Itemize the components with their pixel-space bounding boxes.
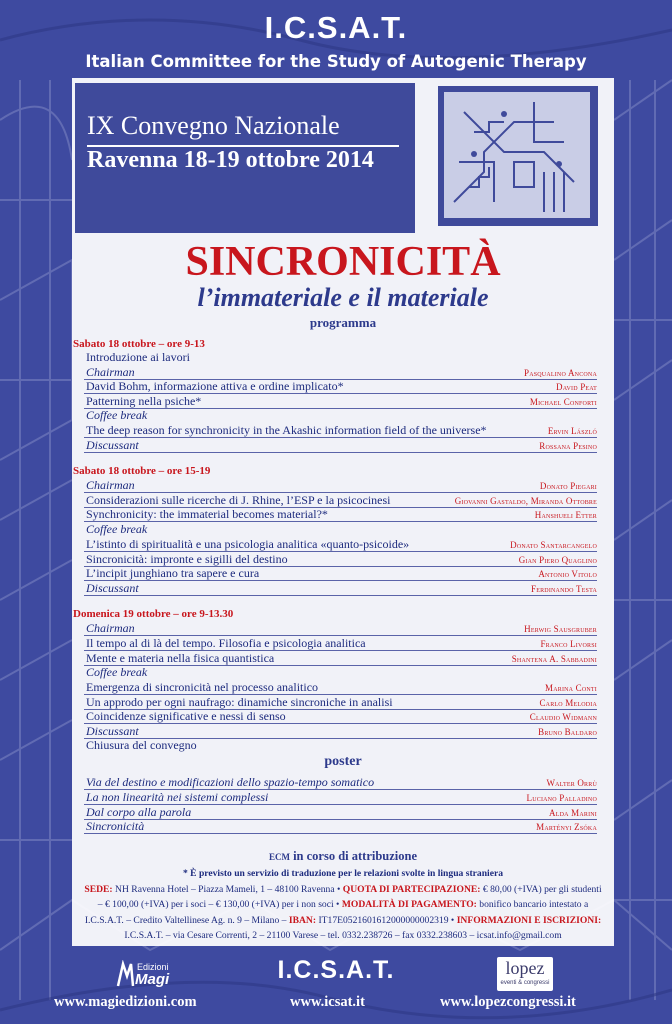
- program-row: [84, 651, 597, 666]
- row-speaker: Gian Piero Quaglino: [518, 555, 597, 565]
- program-row: [84, 552, 597, 567]
- session-3-heading: Domenica 19 ottobre – ore 9-13.30: [73, 608, 234, 620]
- row-title: Chairman: [86, 478, 135, 492]
- program-row: [84, 365, 597, 380]
- magi-logo-small: Edizioni: [137, 962, 169, 972]
- row-title: The deep reason for synchronicity in the Akashic information field of the universe*: [86, 423, 487, 437]
- ecm-label: ECM: [268, 852, 290, 862]
- row-speaker: Antonio Vitolo: [538, 569, 597, 579]
- row-speaker: Marina Conti: [545, 683, 597, 693]
- row-speaker: Ervin László: [547, 426, 597, 436]
- magi-logo-name: Magi: [135, 971, 170, 988]
- quota-text: € 80,00 (+IVA) per gli studenti – € 100,00 (+IVA) per i soci – € 130,00 (+IVA) per i non soci •: [97, 883, 602, 910]
- row-speaker: Bruno Baldaro: [538, 727, 597, 737]
- row-title: Discussant: [86, 438, 139, 452]
- row-title: Sincronicità: impronte e sigilli del destino: [86, 552, 288, 566]
- footer-brand: I.C.S.A.T.: [277, 956, 395, 984]
- program-row: [84, 709, 597, 724]
- row-speaker: Martényi Zsóka: [536, 822, 597, 832]
- program-row: [84, 350, 597, 364]
- pagamento-text: bonifico bancario intestato a I.C.S.A.T. – Credito Valtellinese Ag. n. 9 – Milano –: [84, 899, 589, 926]
- row-speaker: Franco Livorsi: [540, 639, 597, 649]
- row-speaker: Giovanni Gastaldo, Miranda Ottobre: [454, 496, 597, 506]
- row-title: Patterning nella psiche*: [86, 394, 202, 408]
- row-title: Synchronicity: the immaterial becomes material?*: [86, 507, 328, 521]
- row-speaker: Luciano Palladino: [526, 793, 597, 803]
- row-title: Il tempo al di là del tempo. Filosofia e psicologia analitica: [86, 636, 366, 650]
- subtitle: l’immateriale e il materiale: [197, 283, 489, 312]
- poster-row: [84, 775, 597, 790]
- row-title: L’incipit junghiano tra sapere e cura: [86, 566, 260, 580]
- program-row: [84, 478, 597, 493]
- row-speaker: Hanshueli Etter: [534, 510, 597, 520]
- program-row: [84, 394, 597, 409]
- lopez-logo: [497, 957, 553, 991]
- program-row: [84, 493, 597, 508]
- program-row: [84, 423, 597, 438]
- row-speaker: Donato Santarcangelo: [510, 540, 597, 550]
- program-row: [84, 695, 597, 710]
- iban-text: IT17E0521601612000000002319 •: [318, 914, 455, 926]
- program-row: [84, 408, 597, 422]
- row-title: Coffee break: [86, 522, 148, 536]
- org-full-name: Italian Committee for the Study of Autogenic Therapy: [85, 52, 587, 71]
- program-row: [84, 665, 597, 679]
- row-title: Discussant: [86, 581, 139, 595]
- program-row: [84, 738, 597, 752]
- org-acronym: I.C.S.A.T.: [264, 10, 408, 45]
- session-1-heading: Sabato 18 ottobre – ore 9-13: [73, 338, 205, 350]
- escher-artwork-frame: [438, 86, 598, 226]
- program-row: [84, 566, 597, 581]
- row-speaker: Michael Conforti: [529, 397, 597, 407]
- poster-row: [84, 819, 597, 834]
- row-speaker: Carlo Melodia: [539, 698, 597, 708]
- icsat-url-link[interactable]: www.icsat.it: [290, 994, 365, 1010]
- row-title: Coffee break: [86, 665, 148, 679]
- ecm-line: [72, 849, 614, 864]
- program-row: [84, 680, 597, 695]
- ecm-text: in corso di attribuzione: [293, 849, 418, 863]
- row-title: Discussant: [86, 724, 139, 738]
- session-2-heading: Sabato 18 ottobre – ore 15-19: [73, 465, 211, 477]
- poster-row: [84, 790, 597, 805]
- row-speaker: Shantena A. Sabbadini: [511, 654, 597, 664]
- program-row: [84, 724, 597, 739]
- row-title: Dal corpo alla parola: [86, 805, 192, 819]
- row-title: Via del destino e modificazioni dello spazio-tempo somatico: [86, 775, 375, 789]
- translation-note: * È previsto un servizio di traduzione per le relazioni svolte in lingua straniera: [182, 868, 504, 879]
- row-speaker: Alda Marini: [549, 808, 597, 818]
- convegno-header-box: [75, 83, 415, 233]
- row-title: Coffee break: [86, 408, 148, 422]
- sede-text: NH Ravenna Hotel – Piazza Mameli, 1 – 48100 Ravenna •: [115, 883, 341, 895]
- info-notes: [82, 866, 604, 944]
- program-row: [84, 581, 597, 596]
- program-row: [84, 507, 597, 522]
- row-speaker: Claudio Widmann: [529, 712, 597, 722]
- program-row: [84, 636, 597, 651]
- row-speaker: Ferdinando Testa: [531, 584, 597, 594]
- lopez-logo-name: lopez: [505, 958, 545, 978]
- row-speaker: Rossana Pesino: [539, 441, 597, 451]
- row-title: Mente e materia nella fisica quantistica: [86, 651, 275, 665]
- iscrizioni-label: INFORMAZIONI E ISCRIZIONI:: [456, 914, 602, 926]
- row-title: La non linearità nei sistemi complessi: [86, 790, 269, 804]
- place-date: Ravenna 18-19 ottobre 2014: [87, 147, 374, 173]
- row-title: Introduzione ai lavori: [86, 350, 190, 364]
- poster-row: [84, 805, 597, 820]
- row-speaker: Walter Orrù: [546, 778, 597, 788]
- row-speaker: David Peat: [556, 382, 597, 392]
- row-title: Emergenza di sincronicità nel processo analitico: [86, 680, 319, 694]
- program-row: [84, 621, 597, 636]
- row-title: Sincronicità: [86, 819, 145, 833]
- row-title: David Bohm, informazione attiva e ordine implicato*: [86, 379, 344, 393]
- sede-label: SEDE:: [84, 883, 113, 895]
- row-title: Coincidenze significative e nessi di senso: [86, 709, 286, 723]
- row-title: Chairman: [86, 621, 135, 635]
- magi-url-link[interactable]: www.magiedizioni.com: [54, 994, 197, 1010]
- lopez-url-link[interactable]: www.lopezcongressi.it: [440, 994, 576, 1010]
- escher-relativity-image: [444, 92, 590, 218]
- poster-heading: poster: [324, 754, 362, 769]
- row-title: Considerazioni sulle ricerche di J. Rhine, l’ESP e la psicocinesi: [86, 493, 391, 507]
- row-title: Chiusura del convegno: [86, 738, 197, 752]
- escher-artwork: [444, 92, 590, 218]
- program-row: [84, 438, 597, 453]
- row-speaker: Pasqualino Ancona: [524, 368, 597, 378]
- iscrizioni-text: I.C.S.A.T. – via Cesare Correnti, 2 – 21100 Varese – tel. 0332.238726 – fax 0332.238603 – icsat.info@gmail.com: [124, 930, 562, 941]
- program-row: [84, 379, 597, 394]
- lopez-logo-small: eventi & congressi: [500, 980, 550, 986]
- programma-label: programma: [309, 315, 377, 330]
- convegno-title: IX Convegno Nazionale: [87, 111, 340, 140]
- row-speaker: Donato Piegari: [539, 481, 597, 491]
- quota-label: QUOTA DI PARTECIPAZIONE:: [342, 883, 481, 895]
- main-title: SINCRONICITÀ: [185, 239, 501, 285]
- pagamento-label: MODALITÀ DI PAGAMENTO:: [341, 899, 477, 910]
- iban-label: IBAN:: [288, 914, 317, 926]
- row-title: L’istinto di spiritualità e una psicologia analitica «quanto-psicoide»: [86, 537, 410, 551]
- row-title: Chairman: [86, 365, 135, 379]
- program-row: [84, 537, 597, 552]
- row-speaker: Herwig Sausgruber: [524, 624, 597, 634]
- program-row: [84, 522, 597, 536]
- row-title: Un approdo per ogni naufrago: dinamiche sincroniche in analisi: [86, 695, 393, 709]
